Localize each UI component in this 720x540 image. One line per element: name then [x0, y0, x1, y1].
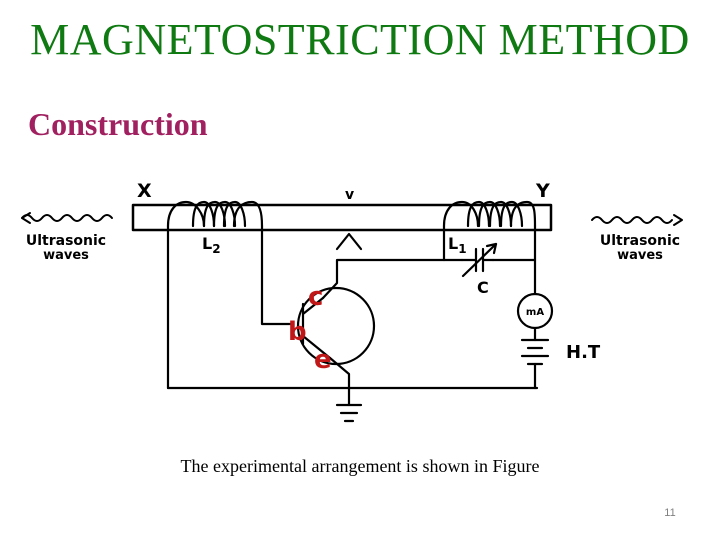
label-base: b — [288, 317, 307, 347]
label-l2-main: L — [202, 234, 213, 253]
label-y: Y — [536, 180, 550, 202]
label-capacitor: C — [477, 278, 489, 297]
wave-arrow-left — [22, 213, 112, 223]
label-milliammeter: mA — [525, 307, 545, 318]
ground-symbol — [337, 405, 361, 421]
label-l2-sub: 2 — [212, 242, 221, 256]
slide-title: MAGNETOSTRICTION METHOD — [30, 15, 690, 64]
page-number: 11 — [664, 507, 676, 519]
label-ultrasonic-right: Ultrasonic — [599, 233, 681, 249]
section-heading: Construction — [28, 106, 208, 142]
v-bracket — [337, 234, 361, 249]
variable-capacitor — [462, 244, 496, 276]
label-v: v — [345, 187, 355, 203]
battery-ht — [522, 340, 548, 364]
label-collector: c — [308, 282, 324, 312]
figure-caption: The experimental arrangement is shown in Figure — [180, 456, 540, 476]
wire-l2-to-base — [168, 226, 293, 388]
wave-arrow-right — [592, 215, 682, 225]
label-l1-sub: 1 — [458, 242, 467, 256]
label-waves-left: waves — [43, 248, 89, 263]
wire-collector-rail — [323, 260, 462, 298]
label-l1 — [448, 234, 467, 256]
label-ultrasonic-left: Ultrasonic — [25, 233, 107, 249]
label-l1-main: L — [448, 234, 459, 253]
label-waves-right: waves — [617, 248, 663, 263]
label-emitter: e — [314, 345, 332, 375]
wire-emitter — [330, 358, 349, 405]
label-x: X — [137, 180, 152, 202]
label-ht: H.T — [566, 342, 601, 363]
label-l2 — [202, 234, 221, 256]
